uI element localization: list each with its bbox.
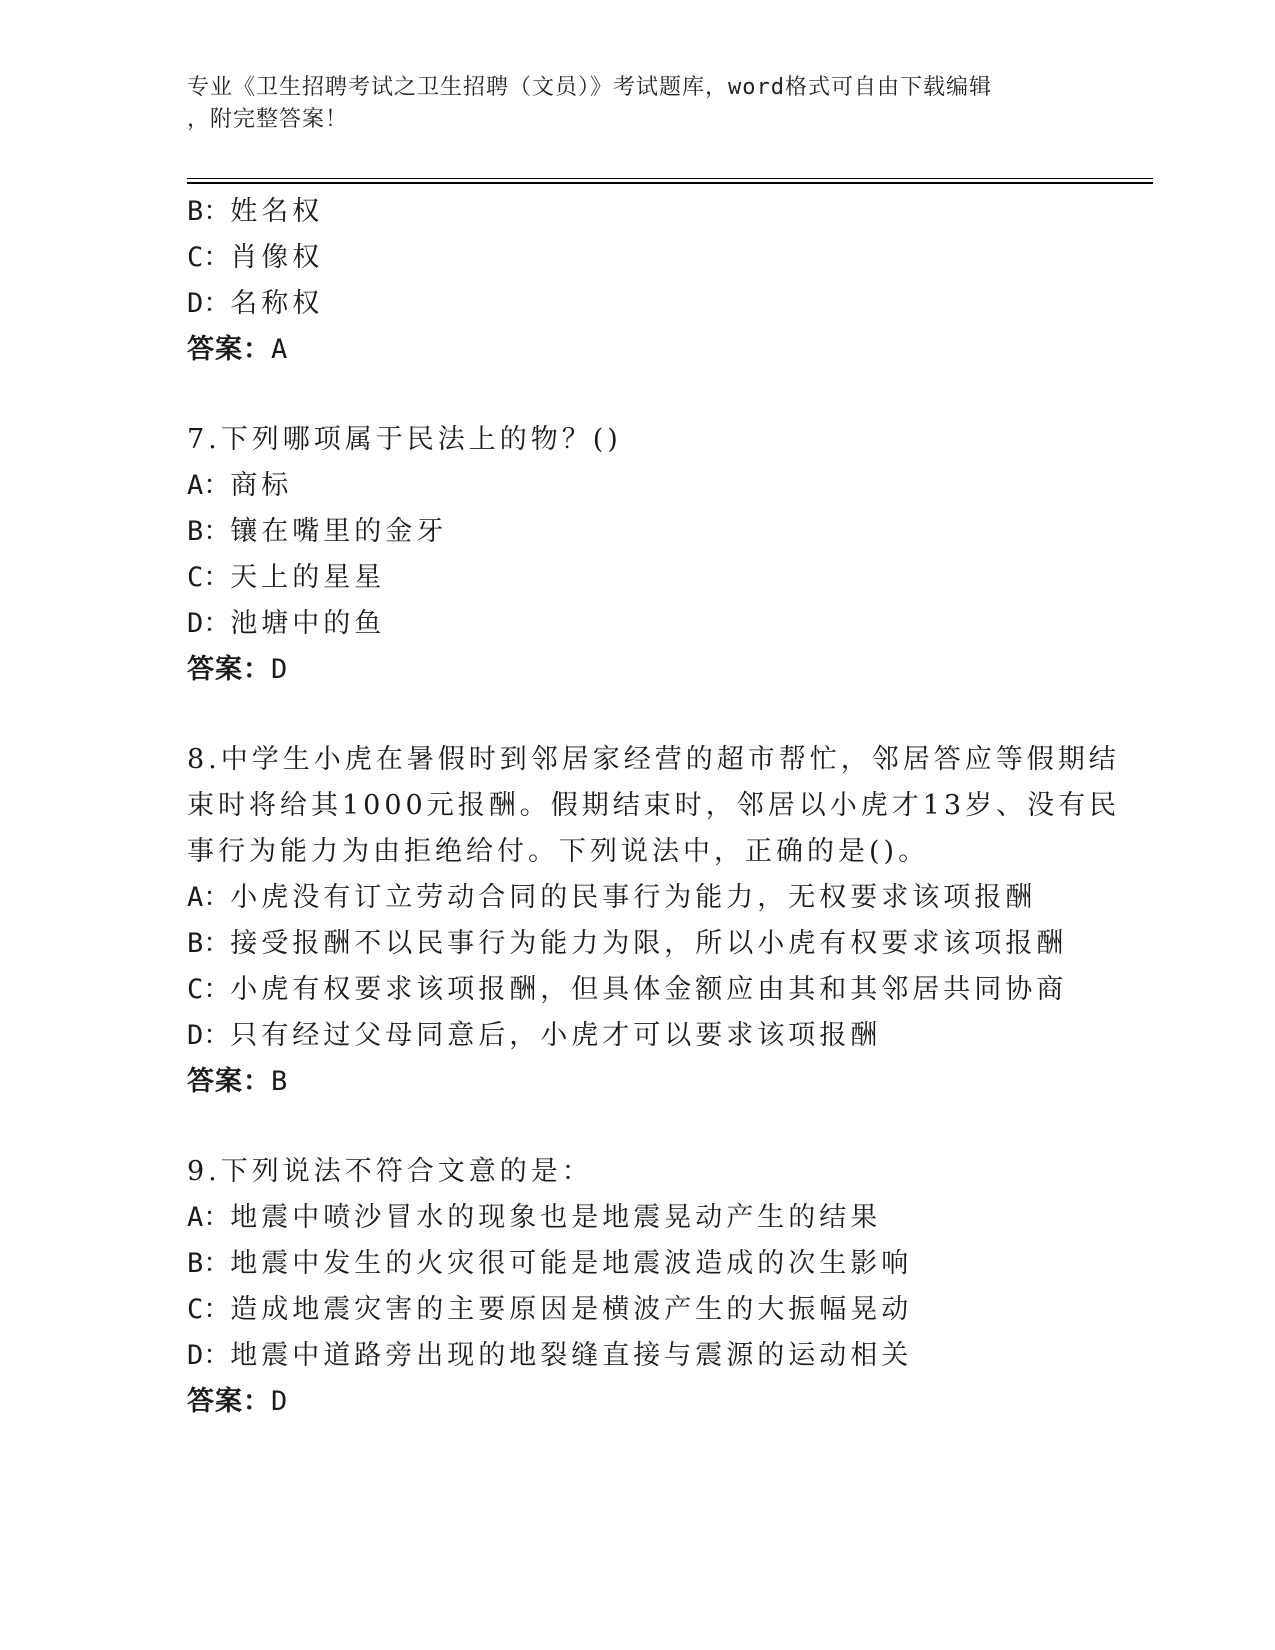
question-stem-line: 事行为能力为由拒绝给付。下列说法中，正确的是()。: [187, 836, 930, 867]
option-row: [187, 875, 1107, 921]
option-text: 地震中发生的火灾很可能是地震波造成的次生影响: [230, 1248, 913, 1279]
header-line-2: ，附完整答案！: [187, 107, 349, 132]
option-text: 地震中道路旁出现的地裂缝直接与震源的运动相关: [230, 1340, 913, 1371]
option-row: [187, 509, 1107, 555]
option-text: 商标: [230, 470, 293, 501]
option-row: [187, 555, 1107, 601]
answer-row: [187, 327, 1107, 373]
question-9: [187, 1149, 1107, 1425]
question-list: [187, 189, 1121, 1425]
option-text: 肖像权: [230, 242, 324, 273]
document-header: [187, 72, 1067, 136]
option-letter: C：: [187, 242, 231, 273]
option-text: 接受报酬不以民事行为能力为限，所以小虎有权要求该项报酬: [230, 928, 1068, 959]
header-divider-thick: [187, 182, 1153, 184]
option-letter: A：: [187, 470, 231, 501]
answer-value: B: [271, 1066, 289, 1097]
block-spacer: [187, 373, 1107, 417]
option-letter: D：: [187, 608, 231, 639]
option-letter: B：: [187, 1248, 231, 1279]
option-letter: B：: [187, 196, 231, 227]
option-row: [187, 1195, 1107, 1241]
option-text: 造成地震灾害的主要原因是横波产生的大振幅晃动: [230, 1294, 913, 1325]
answer-label: 答案：: [187, 1066, 271, 1097]
option-text: 池塘中的鱼: [230, 608, 386, 639]
option-row: [187, 601, 1107, 647]
option-letter: C：: [187, 1294, 231, 1325]
block-spacer: [187, 693, 1107, 737]
option-row: [187, 921, 1107, 967]
option-letter: C：: [187, 562, 231, 593]
answer-value: A: [271, 334, 289, 365]
option-letter: D：: [187, 288, 231, 319]
answer-value: D: [271, 654, 289, 685]
option-row: [187, 189, 1107, 235]
option-letter: A：: [187, 1202, 231, 1233]
option-text: 只有经过父母同意后，小虎才可以要求该项报酬: [230, 1020, 882, 1051]
option-text: 小虎没有订立劳动合同的民事行为能力，无权要求该项报酬: [230, 882, 1037, 913]
option-letter: A：: [187, 882, 231, 913]
option-letter: D：: [187, 1340, 231, 1371]
option-row: [187, 1241, 1107, 1287]
block-spacer: [187, 1105, 1107, 1149]
option-row: [187, 235, 1107, 281]
answer-row: [187, 1379, 1107, 1425]
header-divider-thin: [187, 178, 1153, 179]
option-row: [187, 463, 1107, 509]
option-row: [187, 281, 1107, 327]
question-stem-line: 8.中学生小虎在暑假时到邻居家经营的超市帮忙，邻居答应等假期结: [187, 744, 1120, 775]
option-row: [187, 1013, 1107, 1059]
question-7: [187, 417, 1107, 693]
option-text: 地震中喷沙冒水的现象也是地震晃动产生的结果: [230, 1202, 882, 1233]
option-text: 天上的星星: [230, 562, 386, 593]
option-row: [187, 1333, 1107, 1379]
option-row: [187, 1287, 1107, 1333]
answer-row: [187, 1059, 1107, 1105]
question-stem-line: 束时将给其1000元报酬。假期结束时，邻居以小虎才13岁、没有民: [187, 790, 1121, 821]
option-letter: B：: [187, 516, 231, 547]
option-row: [187, 967, 1107, 1013]
answer-label: 答案：: [187, 654, 271, 685]
question-stem: 9.下列说法不符合文意的是：: [187, 1156, 593, 1187]
option-letter: B：: [187, 928, 231, 959]
question-stem: 7.下列哪项属于民法上的物？(): [187, 424, 622, 455]
question-8: [187, 737, 1121, 1105]
option-letter: D：: [187, 1020, 231, 1051]
option-text: 名称权: [230, 288, 324, 319]
header-line-1: 专业《卫生招聘考试之卫生招聘（文员）》考试题库，word格式可自由下载编辑: [187, 75, 992, 100]
option-letter: C：: [187, 974, 231, 1005]
answer-label: 答案：: [187, 1386, 271, 1417]
option-text: 镶在嘴里的金牙: [230, 516, 448, 547]
option-text: 姓名权: [230, 196, 324, 227]
answer-value: D: [271, 1386, 289, 1417]
option-text: 小虎有权要求该项报酬，但具体金额应由其和其邻居共同协商: [230, 974, 1068, 1005]
answer-label: 答案：: [187, 334, 271, 365]
answer-row: [187, 647, 1107, 693]
question-6-continuation: [187, 189, 1107, 373]
